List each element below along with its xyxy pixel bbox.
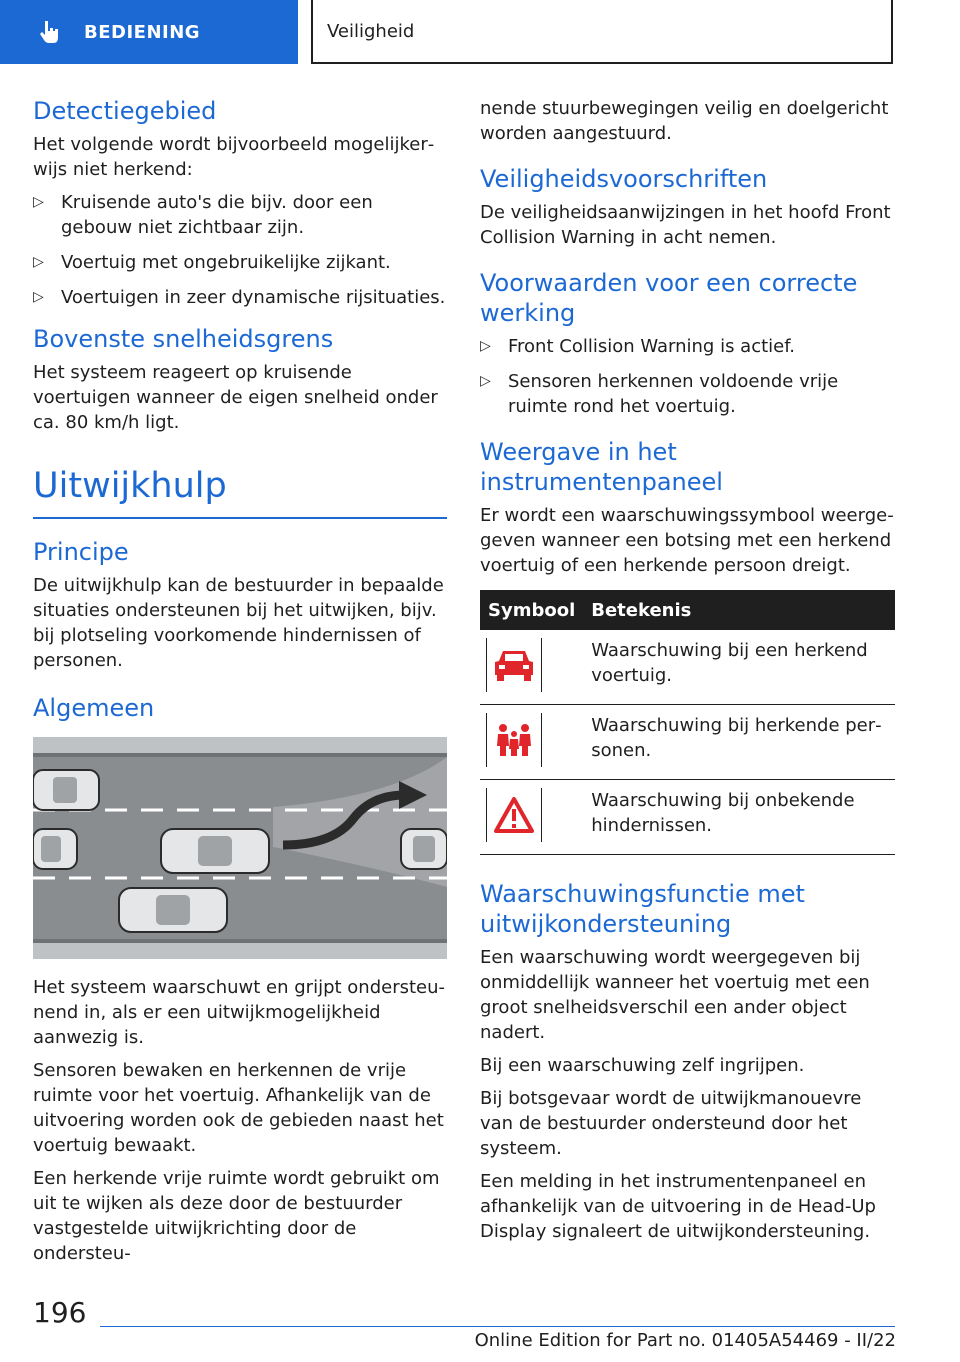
- left-column: [33, 96, 447, 1274]
- list-item: ▷ Sensoren herkennen voldoende vrije ruimte rond het voertuig.: [480, 369, 895, 419]
- continued-text: nende stuurbewegingen veilig en doelgericht worden aangestuurd.: [480, 98, 889, 144]
- right-column: [480, 96, 895, 1252]
- meaning-cell: Waarschuwing bij herkende personen.: [583, 705, 895, 780]
- detectie-intro: Het volgende wordt bijvoorbeeld mogelijkerwijs niet herkend:: [33, 134, 435, 180]
- veilig-text: De veiligheidsaanwijzingen in het hoofd Front Collision Warning in acht nemen.: [480, 202, 891, 248]
- waarschuwing-heading: Waarschuwingsfunctie met uitwijkondersteuning: [480, 880, 805, 938]
- algemeen-p3: Een herkende vrije ruimte wordt gebruikt om uit te wijken als deze door de bestuurder vastgestelde uitwijkrichting door de ondersteu-: [33, 1168, 440, 1264]
- veilig-heading: Veiligheidsvoorschriften: [480, 165, 768, 193]
- column-header-meaning: Betekenis: [583, 590, 895, 630]
- column-header-symbol: Symbool: [480, 590, 583, 630]
- list-item: ▷ Voertuigen in zeer dynamische rijsituaties.: [33, 285, 447, 310]
- waarschuwing-p4: Een melding in het instrumentenpaneel en afhankelijk van de uitvoering in de Head-Up Display signaleert de uitwijkondersteuning.: [480, 1171, 876, 1242]
- table-row: [480, 705, 895, 780]
- edition-label: Online Edition for Part no. 01405A54469 - II/22: [474, 1330, 896, 1351]
- section-label: BEDIENING: [84, 21, 201, 43]
- chapter-header: [311, 0, 893, 64]
- list-item: ▷ Kruisende auto's die bijv. door een gebouw niet zichtbaar zijn.: [33, 190, 447, 240]
- algemeen-heading: Algemeen: [33, 694, 155, 722]
- list-item: ▷ Voertuig met ongebruikelijke zijkant.: [33, 250, 447, 275]
- bovenste-heading: Bovenste snelheidsgrens: [33, 325, 334, 353]
- section-tab: [0, 0, 298, 64]
- meaning-cell: Waarschuwing bij onbekende hindernissen.: [583, 780, 895, 855]
- symbol-table: [480, 590, 895, 855]
- meaning-cell: Waarschuwing bij een herkend voertuig.: [583, 630, 895, 705]
- list-item: ▷ Front Collision Warning is actief.: [480, 334, 895, 359]
- table-row: [480, 780, 895, 855]
- detectie-heading: Detectiegebied: [33, 97, 217, 125]
- hand-pointer-icon: [36, 18, 64, 46]
- weergave-heading: Weergave in het instrumentenpaneel: [480, 438, 723, 496]
- algemeen-p1: Het systeem waarschuwt en grijpt ondersteunend in, als er een uitwijkmogelijkheid aanwezig is.: [33, 977, 446, 1048]
- page-number: 196: [33, 1296, 87, 1329]
- evasion-illustration: [33, 737, 447, 959]
- chapter-label: Veiligheid: [327, 20, 415, 42]
- bovenste-text: Het systeem reageert op kruisende voertuigen wanneer de eigen snelheid onder ca. 80 km/h ligt.: [33, 362, 438, 433]
- uitwijk-title: Uitwijkhulp: [33, 466, 227, 506]
- voorwaarden-heading: Voorwaarden voor een correcte werking: [480, 269, 858, 327]
- footer-divider: [100, 1326, 895, 1327]
- principe-text: De uitwijkhulp kan de bestuurder in bepaalde situaties ondersteunen bij het uitwijken, bijv. bij plotseling voorkomende hindernissen of personen.: [33, 575, 444, 671]
- waarschuwing-p1: Een waarschuwing wordt weergegeven bij onmiddellijk wanneer het voertuig met een groot snelheidsverschil een ander object nadert.: [480, 947, 870, 1043]
- algemeen-p2: Sensoren bewaken en herkennen de vrije ruimte voor het voertuig. Afhankelijk van de uitvoering worden ook de gebieden naast het voertuig bewaakt.: [33, 1060, 444, 1156]
- title-divider: [33, 517, 447, 519]
- waarschuwing-p2: Bij een waarschuwing zelf ingrijpen.: [480, 1055, 805, 1076]
- table-header-row: [480, 590, 895, 630]
- detectie-list: [33, 190, 447, 310]
- voorwaarden-list: [480, 334, 895, 419]
- waarschuwing-p3: Bij botsgevaar wordt de uitwijkmanouevre van de bestuurder ondersteund door het systeem.: [480, 1088, 862, 1159]
- car-warning-icon: [491, 647, 537, 683]
- table-row: [480, 630, 895, 705]
- persons-warning-icon: [494, 720, 534, 760]
- weergave-text: Er wordt een waarschuwingssymbool weergegeven wanneer een botsing met een herkend voertuig of een herkende persoon dreigt.: [480, 505, 894, 576]
- hazard-triangle-icon: [493, 796, 535, 834]
- principe-heading: Principe: [33, 538, 129, 566]
